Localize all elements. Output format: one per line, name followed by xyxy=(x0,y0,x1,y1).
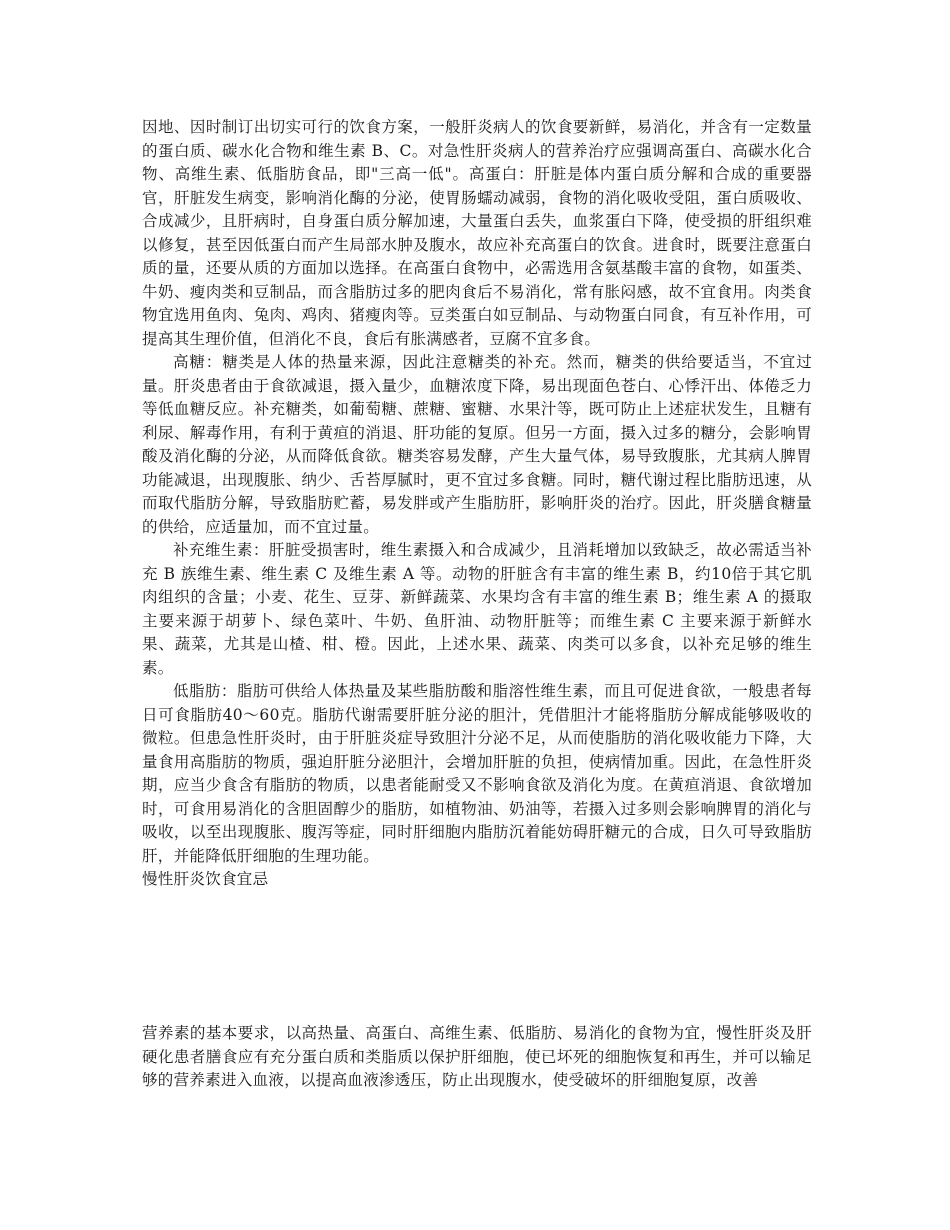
main-text-block xyxy=(142,116,812,892)
paragraph-chronic-hepatitis: 营养素的基本要求，以高热量、高蛋白、高维生素、低脂肪、易消化的食物为宜，慢性肝炎及肝硬化患者膳食应有充分蛋白质和类脂质以保护肝细胞，使已坏死的细胞恢复和再生，并可以输足够的营养素进入血液，以提高血液渗透压，防止出现腹水，使受破坏的肝细胞复原，改善 xyxy=(142,1024,812,1089)
paragraph-low-fat: 低脂肪：脂肪可供给人体热量及某些脂肪酸和脂溶性维生素，而且可促进食欲，一般患者每日可食脂肪40～60克。脂肪代谢需要肝脏分泌的胆汁，凭借胆汁才能将脂肪分解成能够吸收的微粒。但患急性肝炎时，由于肝脏炎症导致胆汁分泌不足，从而使脂肪的消化吸收能力下降，大量食用高脂肪的物质，强迫肝脏分泌胆汁，会增加肝脏的负担，使病情加重。因此，在急性肝炎期，应当少食含有脂肪的物质，以患者能耐受又不影响食欲及消化为度。在黄疸消退、食欲增加时，可食用易消化的含胆固醇少的脂肪，如植物油、奶油等，若摄入过多则会影响脾胃的消化与吸收，以至出现腹胀、腹泻等症，同时肝细胞内脂肪沉着能妨碍肝糖元的合成，日久可导致脂肪肝，并能降低肝细胞的生理功能。 xyxy=(142,682,812,865)
section-heading: 慢性肝炎饮食宜忌 xyxy=(142,870,269,888)
paragraph-intro-high-protein: 因地、因时制订出切实可行的饮食方案，一般肝炎病人的饮食要新鲜，易消化，并含有一定数量的蛋白质、碳水化合物和维生素 B、C。对急性肝炎病人的营养治疗应强调高蛋白、高碳水化合物、高维生素、低脂肪食品，即"三高一低"。高蛋白：肝脏是体内蛋白质分解和合成的重要器官，肝脏发生病变，影响消化酶的分泌，使胃肠蠕动减弱，食物的消化吸收受阻，蛋白质吸收、合成减少，且肝病时，自身蛋白质分解加速，大量蛋白丢失，血浆蛋白下降，使受损的肝组织难以修复，甚至因低蛋白而产生局部水肿及腹水，故应补充高蛋白的饮食。进食时，既要注意蛋白质的量，还要从质的方面加以选择。在高蛋白食物中，必需选用含氨基酸丰富的食物，如蛋类、牛奶、瘦肉类和豆制品，而含脂肪过多的肥肉食后不易消化，常有胀闷感，故不宜食用。肉类食物宜选用鱼肉、兔肉、鸡肉、猪瘦肉等。豆类蛋白如豆制品、与动物蛋白同食，有互补作用，可提高其生理价值，但消化不良，食后有胀满感者，豆腐不宜多食。 xyxy=(142,118,812,348)
paragraph-high-sugar: 高糖：糖类是人体的热量来源，因此注意糖类的补充。然而，糖类的供给要适当，不宜过量。肝炎患者由于食欲减退，摄入量少，血糖浓度下降，易出现面色苍白、心悸汗出、体倦乏力等低血糖反应。补充糖类，如葡萄糖、蔗糖、蜜糖、水果汁等，既可防止上述症状发生，且糖有利尿、解毒作用，有利于黄疸的消退、肝功能的复原。但另一方面，摄入过多的糖分，会影响胃酸及消化酶的分泌，从而降低食欲。糖类容易发酵，产生大量气体，易导致腹胀，尤其病人脾胃功能减退，出现腹胀、纳少、舌苔厚腻时，更不宜过多食糖。同时，糖代谢过程比脂肪迅速，从而取代脂肪分解，导致脂肪贮蓄，易发胖或产生脂肪肝，影响肝炎的治疗。因此，肝炎膳食糖量的供给，应适量加，而不宜过量。 xyxy=(142,353,812,536)
paragraph-vitamins: 补充维生素：肝脏受损害时，维生素摄入和合成减少，且消耗增加以致缺乏，故必需适当补充 B 族维生素、维生素 C 及维生素 A 等。动物的肝脏含有丰富的维生素 B，约10倍于其它肌肉组织的含量；小麦、花生、豆芽、新鲜蔬菜、水果均含有丰富的维生素 B；维生素 A 的摄取主要来源于胡萝卜、绿色菜叶、牛奶、鱼肝油、动物肝脏等；而维生素 C 主要来源于新鲜水果、蔬菜，尤其是山楂、柑、橙。因此，上述水果、蔬菜、肉类可以多食，以补充足够的维生素。 xyxy=(142,541,812,677)
continued-text-block xyxy=(142,1022,812,1093)
